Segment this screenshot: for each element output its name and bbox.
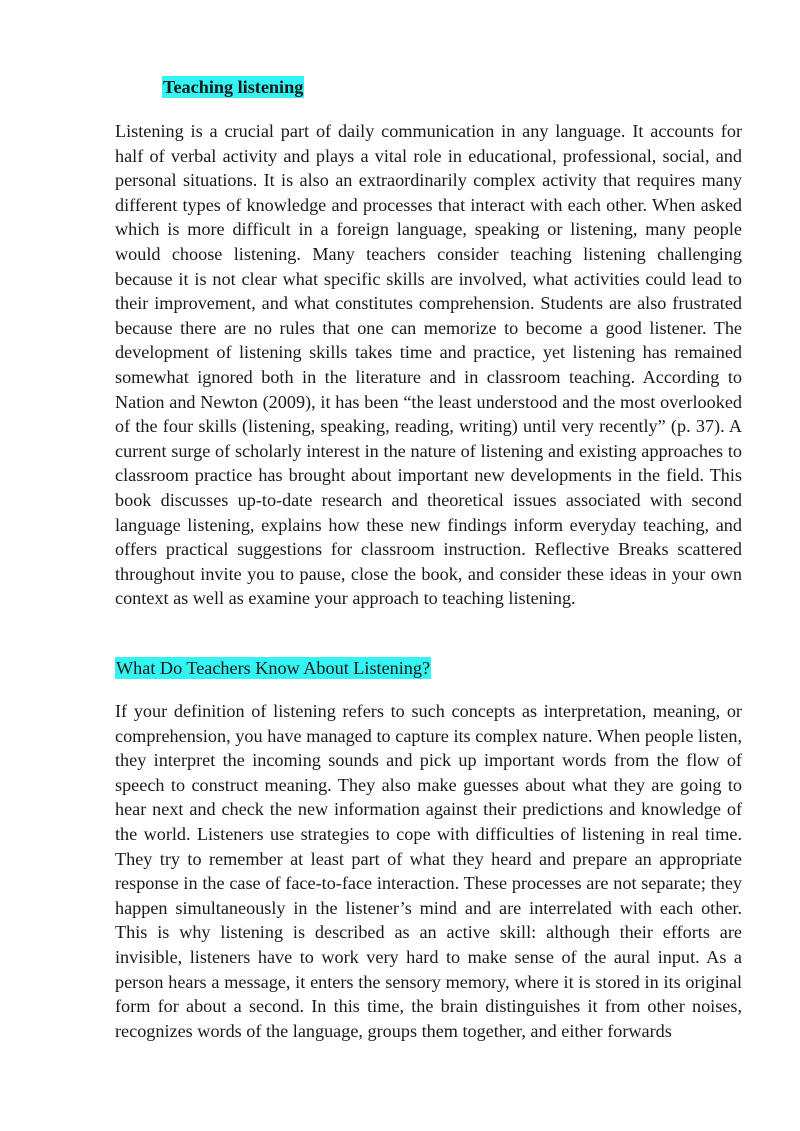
- body-paragraph-2: If your definition of listening refers to such concepts as interpretation, meaning, or comprehension, you have managed to capture its complex nature. When people listen, they interpret the incoming sounds and pick up important words from the flow of speech to construct meaning. They also make guesses about what they are going to hear next and check the new information against their predictions and knowledge of the world. Listeners use strategies to cope with difficulties of listening in real time. They try to remember at least part of what they heard and prepare an appropriate response in the case of face-to-face interaction. These processes are not separate; they happen simultaneously in the listener’s mind and are interrelated with each other. This is why listening is described as an active skill: although their efforts are invisible, listeners have to work very hard to make sense of the aural input. As a person hears a message, it enters the sensory memory, where it is stored in its original form for about a second. In this time, the brain distinguishes it from other noises, recognizes words of the language, groups them together, and either forwards: [115, 701, 742, 1041]
- section-title: Teaching listening: [163, 77, 304, 97]
- body-paragraph-1: Listening is a crucial part of daily communication in any language. It accounts for half of verbal activity and plays a vital role in educational, professional, social, and personal situations. It is also an extraordinarily complex activity that requires many different types of knowledge and processes that interact with each other. When asked which is more difficult in a foreign language, speaking or listening, many people would choose listening. Many teachers consider teaching listening challenging because it is not clear what specific skills are involved, what activities could lead to their improvement, and what constitutes comprehension. Students are also frustrated because there are no rules that one can memorize to become a good listener. The development of listening skills takes time and practice, yet listening has remained somewhat ignored both in the literature and in classroom teaching. According to Nation and Newton (2009), it has been “the least understood and the most overlooked of the four skills (listening, speaking, reading, writing) until very recently” (p. 37). A current surge of scholarly interest in the nature of listening and existing approaches to classroom practice has brought about important new developments in the field. This book discusses up-to-date research and theoretical issues associated with second language listening, explains how these new findings inform everyday teaching, and offers practical suggestions for classroom instruction. Reflective Breaks scattered throughout invite you to pause, close the book, and consider these ideas in your own context as well as examine your approach to teaching listening.: [115, 121, 742, 609]
- subsection-title: What Do Teachers Know About Listening?: [116, 658, 431, 678]
